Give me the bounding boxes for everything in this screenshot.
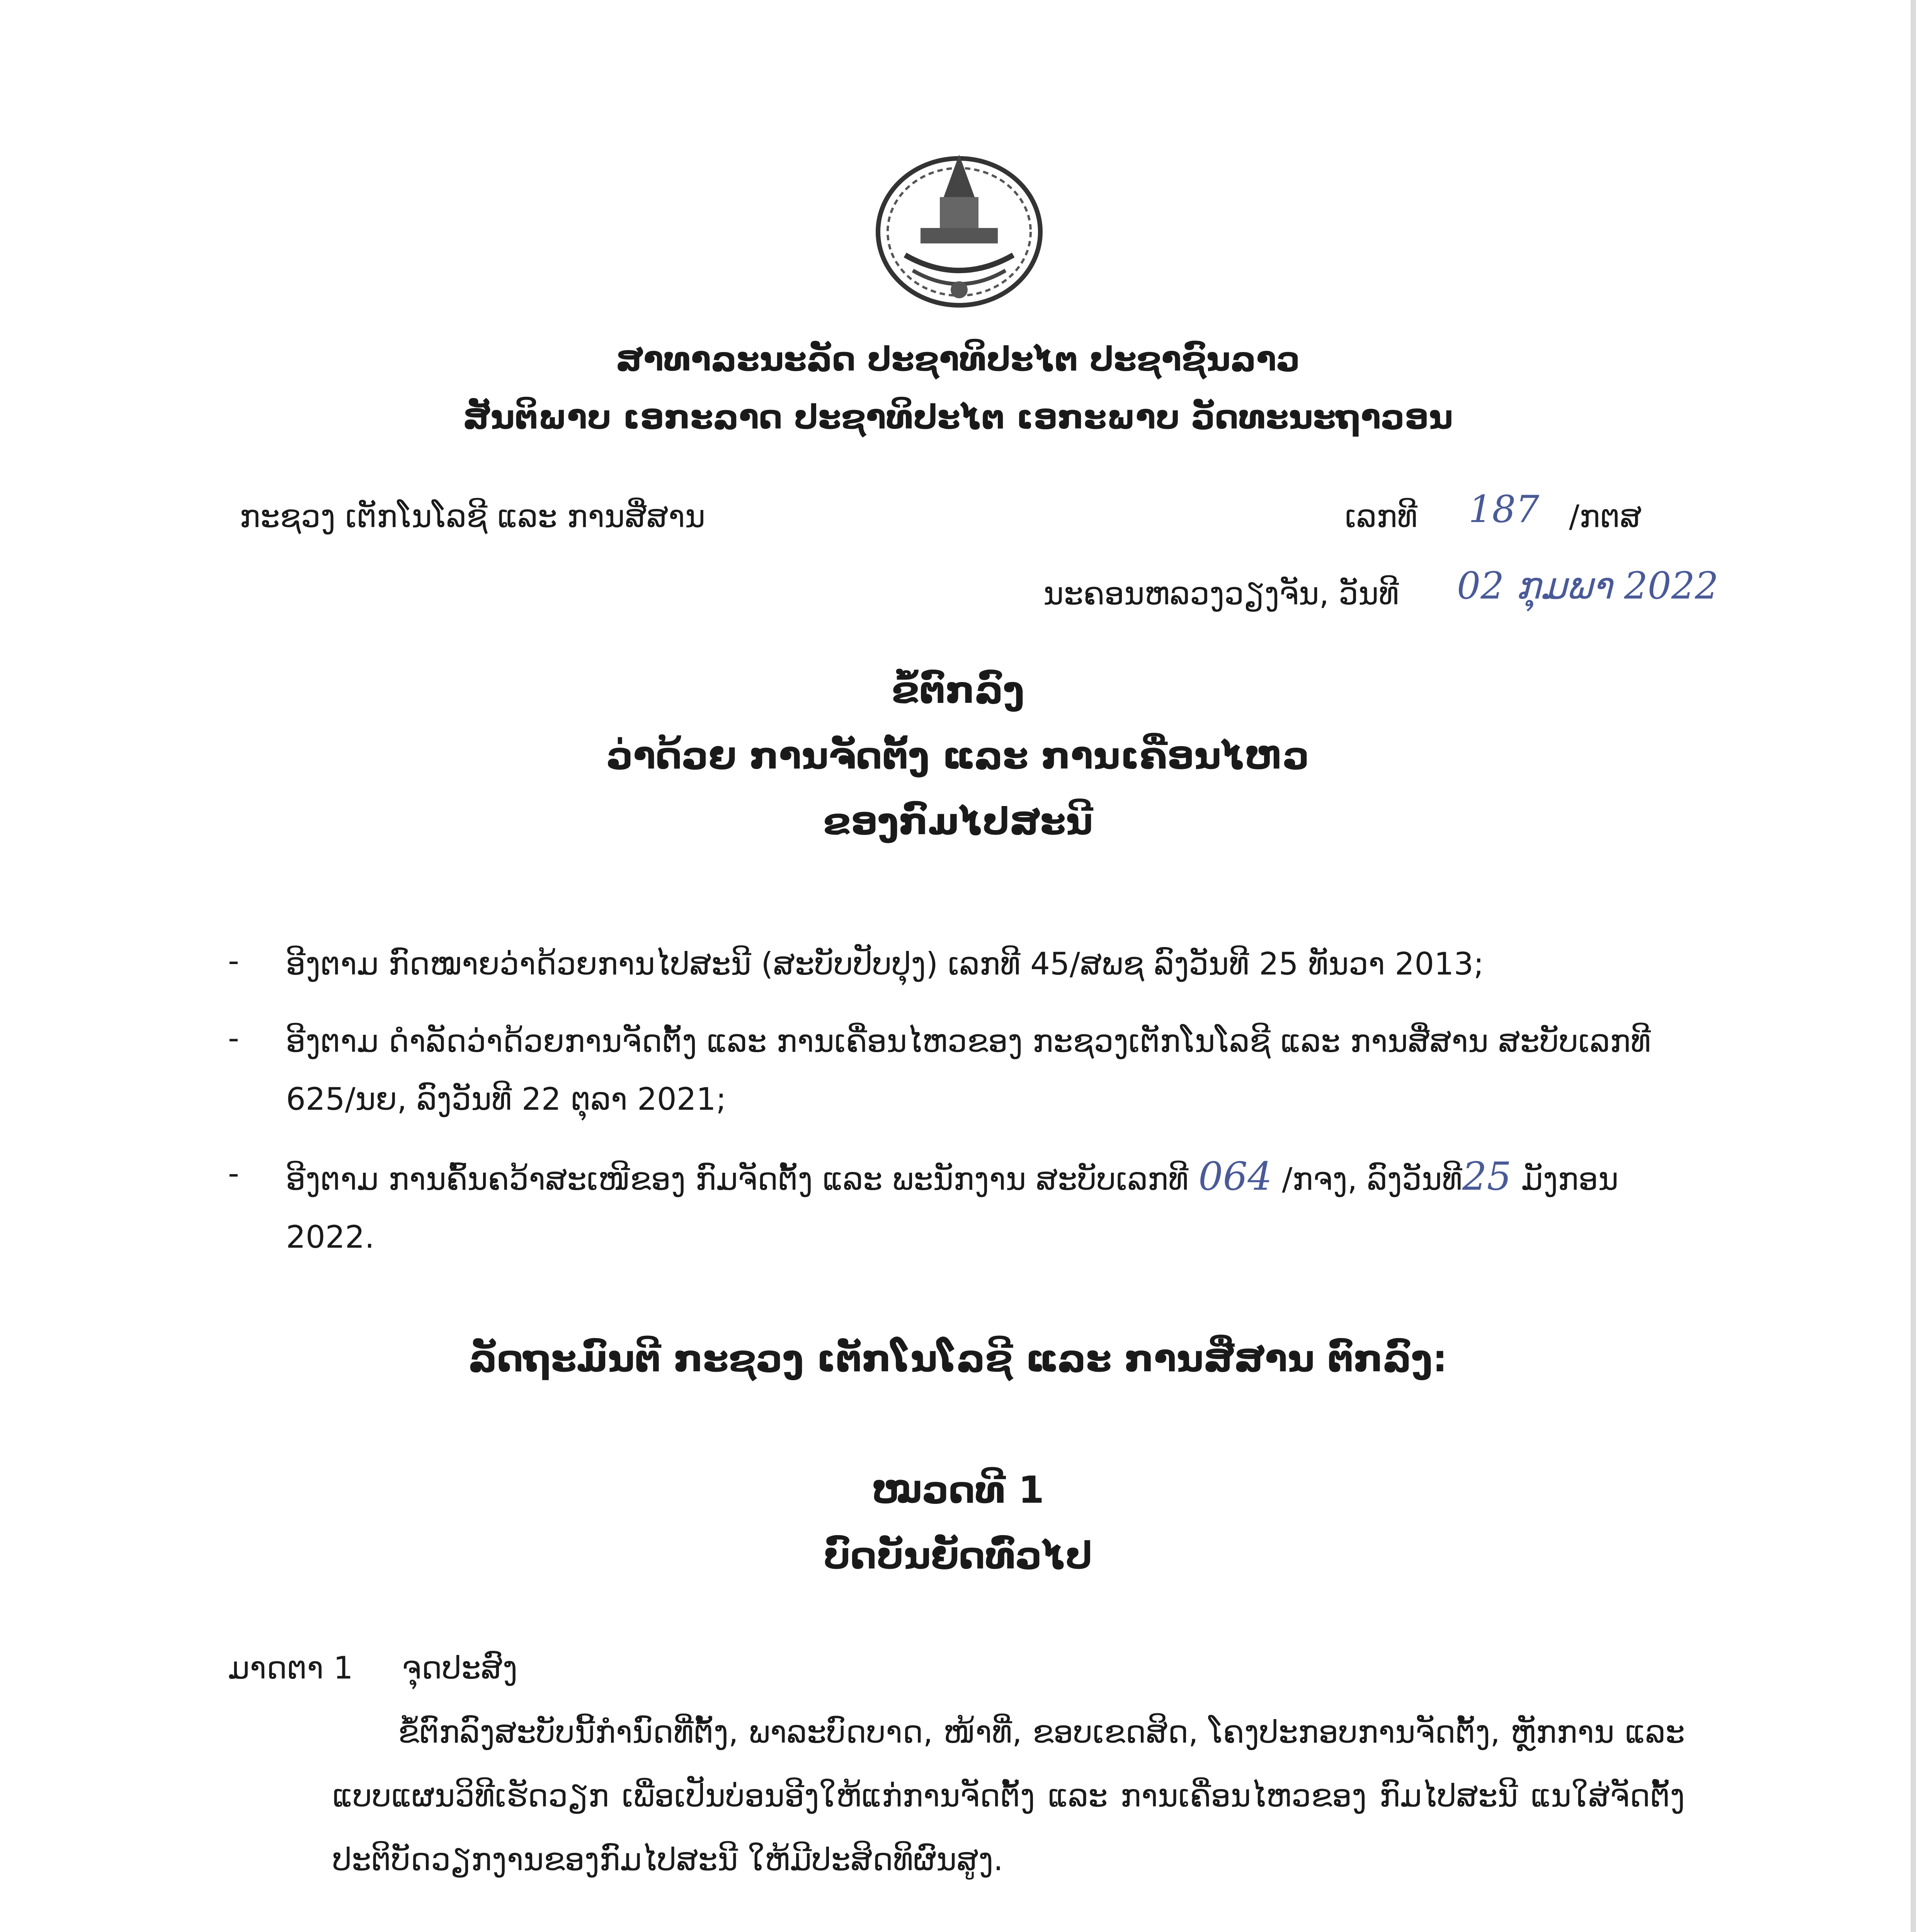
reference-bullet: - bbox=[228, 1155, 239, 1191]
reference-3-post: ມັງກອນ 2022. bbox=[286, 1161, 1619, 1255]
decision-line: ລັດຖະມົນຕີ ກະຊວງ ເຕັກໂນໂລຊີ ແລະ ການສື່ສານ ຕົກລົງ: bbox=[468, 1337, 1448, 1380]
date-handwritten: 02 ກຸມພາ 2022 bbox=[1457, 564, 1719, 607]
page-edge-shadow bbox=[1911, 0, 1916, 1932]
article-1-label: ມາດຕາ 1 bbox=[228, 1650, 353, 1686]
title-line-3: ຂອງກົມໄປສະນີ bbox=[823, 800, 1093, 843]
reference-bullet: - bbox=[228, 1020, 239, 1056]
reference-3-handwritten-number: 064 bbox=[1198, 1154, 1272, 1199]
chapter-title: ບົດບັນຍັດທົ່ວໄປ bbox=[824, 1534, 1092, 1577]
article-1-body: ຂໍ້ຕົກລົງສະບັບນີ້ກຳນົດທີ່ຕັ້ງ, ພາລະບົດບາດ, ໜ້າທີ່, ຂອບເຂດສິດ, ໂຄງປະກອບການຈັດຕັ້ງ, ຫຼັກການ ແລະ ແບບແຜນວິທີເຮັດວຽກ ເພື່ອເປັນບ່ອນອີງໃຫ້ແກ່ການຈັດຕັ້ງ ແລະ ການເຄື່ອນໄຫວຂອງ ກົມໄປສະນີ ແນໃສ່ຈັດຕັ້ງປະຕິບັດວຽກງານຂອງກົມໄປສະນີ ໃຫ້ມີປະສິດທິຜົນສູງ. bbox=[332, 1714, 1685, 1878]
reference-2: ອີງຕາມ ດຳລັດວ່າດ້ວຍການຈັດຕັ້ງ ແລະ ການເຄື່ອນໄຫວຂອງ ກະຊວງເຕັກໂນໂລຊີ ແລະ ການສື່ສານ ສະບັບເລກທີ 625/ນຍ, ລົງວັນທີ 22 ຕຸລາ 2021; bbox=[286, 1023, 1651, 1117]
ministry-name: ກະຊວງ ເຕັກໂນໂລຊີ ແລະ ການສື່ສານ bbox=[240, 498, 706, 534]
reference-3-mid: /ກຈງ, ລົງວັນທີ bbox=[1282, 1161, 1462, 1197]
doc-number-suffix: /ກຕສ bbox=[1569, 498, 1642, 534]
doc-number-label: ເລກທີ bbox=[1345, 498, 1418, 534]
article-1-title: ຈຸດປະສົງ bbox=[402, 1650, 518, 1686]
chapter-label: ໝວດທີ 1 bbox=[872, 1468, 1044, 1512]
title-line-2: ວ່າດ້ວຍ ການຈັດຕັ້ງ ແລະ ການເຄື່ອນໄຫວ bbox=[606, 734, 1310, 777]
header-line-2: ສັນຕິພາບ ເອກະລາດ ປະຊາທິປະໄຕ ເອກະພາບ ວັດທະນະຖາວອນ bbox=[463, 398, 1453, 437]
reference-3-handwritten-day: 25 bbox=[1462, 1154, 1512, 1199]
title-line-1: ຂໍ້ຕົກລົງ bbox=[892, 668, 1024, 712]
reference-3-pre: ອີງຕາມ ການຄົ້ນຄວ້າສະເໜີຂອງ ກົມຈັດຕັ້ງ ແລະ ພະນັກງານ ສະບັບເລກທີ bbox=[286, 1161, 1189, 1197]
reference-1: ອີງຕາມ ກົດໝາຍວ່າດ້ວຍການໄປສະນີ (ສະບັບປັບປຸງ) ເລກທີ 45/ສພຊ ລົງວັນທີ 25 ທັນວາ 2013; bbox=[286, 946, 1484, 982]
reference-bullet: - bbox=[228, 943, 239, 979]
doc-number-handwritten: 187 bbox=[1468, 488, 1540, 531]
reference-3 bbox=[286, 1148, 1685, 1266]
date-label: ນະຄອນຫລວງວຽງຈັນ, ວັນທີ bbox=[1043, 576, 1399, 612]
header-line-1: ສາທາລະນະລັດ ປະຊາທິປະໄຕ ປະຊາຊົນລາວ bbox=[616, 340, 1300, 379]
national-emblem bbox=[863, 139, 1056, 317]
